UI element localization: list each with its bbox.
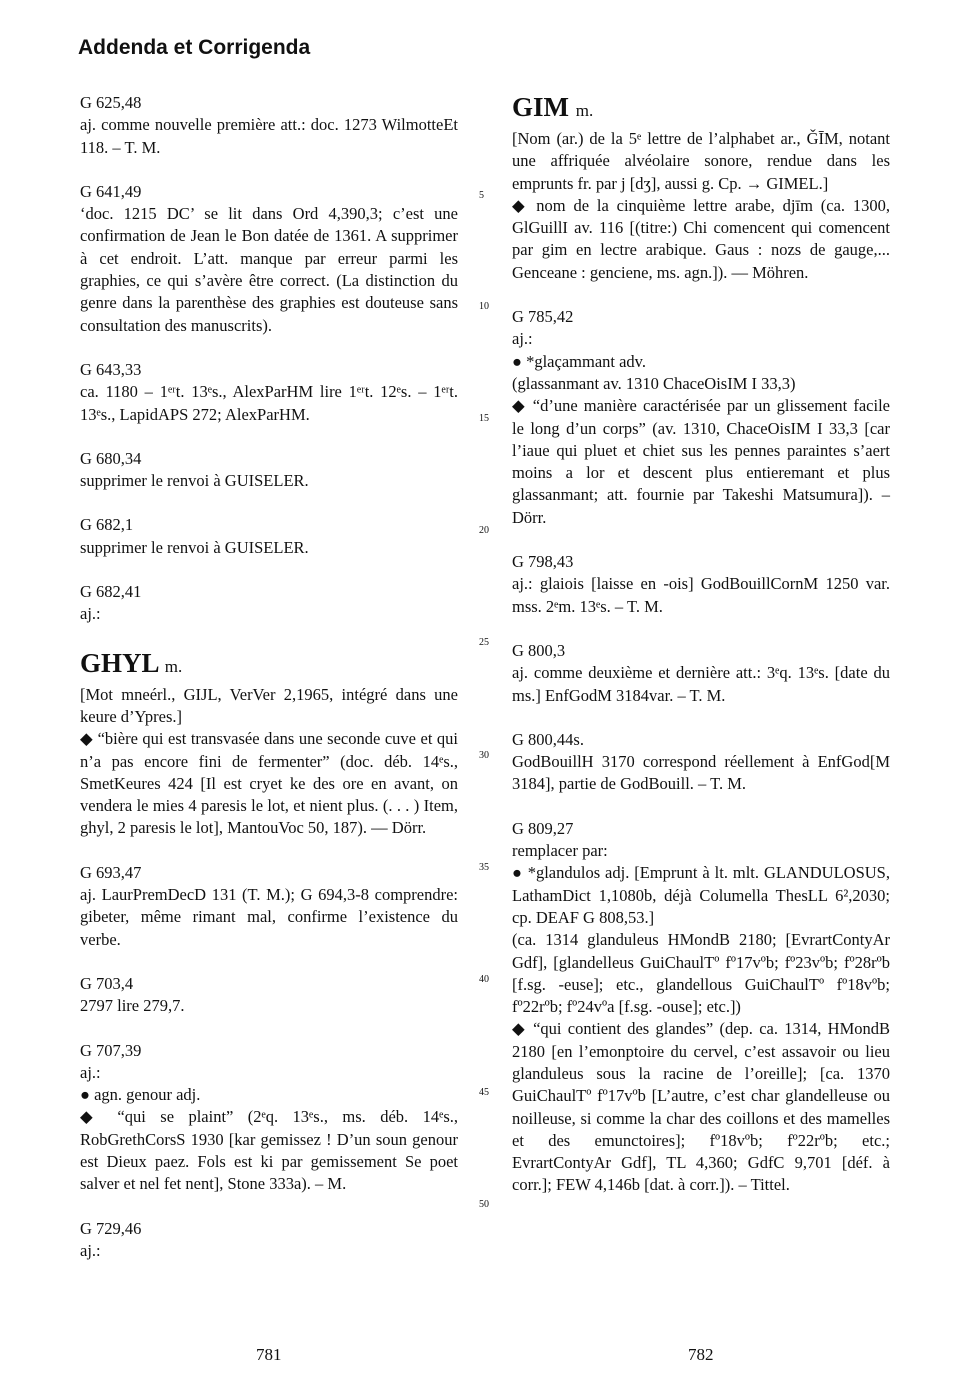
headword: GHYL — [80, 647, 159, 678]
entry-text: aj. LaurPremDecD 131 (T. M.); G 694,3-8 comprendre: gibeter, même rimant mal, confirme l’existence du verbe. — [80, 885, 458, 949]
correction-entry — [512, 551, 890, 618]
entry-text: GodBouillH 3170 correspond réellement à EnfGod[M 3184], partie de GodBouill. – T. M. — [512, 752, 890, 794]
entry-ref: G 641,49 — [80, 181, 142, 201]
sub-headword: ● *glandulos adj. [Emprunt à lt. mlt. GLANDULOSUS, LathamDict 1,1080b, déjà Columella ThesLL 6²,2030; cp. DEAF G 808,53.] — [512, 863, 890, 927]
correction-entry — [80, 862, 458, 951]
entry-ref: G 800,44s. — [512, 729, 584, 749]
entry-ref: G 707,39 — [80, 1040, 142, 1060]
entry-ref: G 682,41 — [80, 582, 142, 602]
entry-ref: G 682,1 — [80, 515, 134, 535]
entry-ref: G 680,34 — [80, 448, 142, 468]
entry-ref: G 643,33 — [80, 359, 142, 379]
entry-intro: remplacer par: — [512, 841, 608, 861]
correction-entry — [512, 640, 890, 707]
correction-entry — [80, 448, 458, 493]
right-column — [512, 92, 890, 1219]
sub-headword: ● agn. genour adj. — [80, 1085, 201, 1105]
gender-label: m. — [164, 656, 183, 676]
etymology: [Nom (ar.) de la 5ᵉ lettre de l’alphabet ar., ǦĪM, notant une affriquée alvéolaire sonore, rendue dans les emprunts fr. par j [dʒ], aussi g. Cp. → GIMEL.] — [512, 129, 890, 193]
correction-entry — [80, 92, 458, 159]
entry-text: ◆ “qui se plaint” (2ᵉq. 13ᵉs., ms. déb. 14ᵉs., RobGrethCorsS 1930 [kar gemissez ! D’un soun genour est Dieux paez. Fols est ki par gemissement Se poet salver et nel fet nent], Stone 333a). – M. — [80, 1107, 458, 1194]
entry-ref: G 800,3 — [512, 640, 566, 660]
entry-text: ‘doc. 1215 DC’ se lit dans Ord 4,390,3; c’est une confirmation de Jean le Bon datée de 1361. A supprimer à cet endroit. L’att. manque par erreur parmi les graphies, ce qui s’avère être correct. (La distinction du genre dans la parenthèse des graphies est douteuse sans consultation des manuscrits). — [80, 204, 458, 335]
correction-entry — [512, 729, 890, 796]
etymology: [Mot mneérl., GIJL, VerVer 2,1965, intégré dans une keure d’Ypres.] — [80, 684, 458, 726]
running-header: Addenda et Corrigenda — [78, 36, 311, 59]
entry-intro: aj.: — [80, 1062, 101, 1082]
entry-text: ca. 1180 – 1ᵉʳt. 13ᵉs., AlexParHM lire 1ᵉʳt. 12ᵉs. – 1ᵉʳt. 13ᵉs., LapidAPS 272; AlexParHM. — [80, 382, 458, 424]
entry-text: aj.: glaiois [laisse en -ois] GodBouillCornM 1250 var. mss. 2ᵉm. 13ᵉs. – T. M. — [512, 574, 890, 616]
form-list: (ca. 1314 glanduleus HMondB 2180; [EvrartContyAr Gdf], [glandelleus GuiChaulTº fº17vºb; fº23vºb; fº28rºb [f.sg. -euse]; etc., glandellous GuiChaulTº fº18vºb; fº22rºb; fº24vºa [f.sg. -ouse]; etc.]) — [512, 930, 890, 1017]
line-number: 20 — [479, 525, 489, 536]
entry-text: aj. comme deuxième et dernière att.: 3ᵉq. 13ᵉs. [date du ms.] EnfGodM 3184var. – T. M. — [512, 663, 890, 705]
entry-ref: G 785,42 — [512, 307, 574, 327]
correction-entry — [512, 818, 890, 1197]
definition: ◆ nom de la cinquième lettre arabe, djīm (ca. 1300, GlGuillI av. 116 [(titre:) Chi comencent qui comencent par gim en lectre arabique. Gaus : nozs de gauge,... Genceane : genciene, ms. agn.]). — Möhren. — [512, 195, 890, 282]
gender-label: m. — [575, 101, 594, 120]
entry-text: ◆ “d’une manière caractérisée par un glissement facile le long d’un corps” (av. 1310, ChaceOisIM I 33,3 [car l’iaue qui pluet et chiet sus les pennes paraintes s’aert moins a lor et descent plus entieremant et plus glassanmant; att. fournie par Takeshi Matsumura]). – Dörr. — [512, 396, 890, 527]
line-number: 25 — [479, 637, 489, 648]
entry-text: aj.: — [80, 1240, 101, 1260]
entry-ref: G 809,27 — [512, 818, 574, 838]
line-number: 10 — [479, 301, 489, 312]
page-number-right: 782 — [688, 1345, 714, 1364]
line-number: 45 — [479, 1087, 489, 1098]
correction-entry — [80, 973, 458, 1018]
line-number: 35 — [479, 862, 489, 873]
form-list: (glassanmant av. 1310 ChaceOisIM I 33,3) — [512, 373, 796, 393]
correction-entry — [80, 1218, 458, 1263]
entry-text: 2797 lire 279,7. — [80, 996, 185, 1016]
entry-intro: aj.: — [512, 329, 533, 349]
entry-text: supprimer le renvoi à GUISELER. — [80, 471, 309, 491]
correction-entry — [80, 581, 458, 626]
entry-text: aj.: — [80, 604, 101, 624]
correction-entry — [80, 514, 458, 559]
correction-entry — [80, 181, 458, 337]
definition: ◆ “bière qui est transvasée dans une seconde cuve et qui n’a pas encore fini de fermenter” (doc. déb. 14ᵉs., SmetKeures 424 [Il est cryet ke des ore en avant, on vendera le mies 4 paresis le lot, et nient plus. (. . . ) Item, ghyl, 2 paresis le lot], MantouVoc 50, 187). — Dörr. — [80, 729, 458, 838]
headword: GIM — [512, 92, 569, 122]
correction-entry — [80, 359, 458, 426]
line-number: 15 — [479, 413, 489, 424]
entry-ref: G 693,47 — [80, 862, 142, 882]
line-number: 5 — [479, 190, 484, 201]
entry-ref: G 625,48 — [80, 93, 142, 112]
correction-entry — [80, 1040, 458, 1196]
line-number: 40 — [479, 974, 489, 985]
entry-text: aj. comme nouvelle première att.: doc. 1273 WilmotteEt 118. – T. M. — [80, 115, 458, 157]
line-number: 30 — [479, 750, 489, 761]
entry-text: ◆ “qui contient des glandes” (dep. ca. 1314, HMondB 2180 [en l’emonptoire du cervel, c’est assavoir ou lieu glanduleus sous la racine de l’oreille]; [ca. 1370 GuiChaulTº fº17vºb [L’autre, c’est char glandelleuse ou noilleuse, si comme la char des coillons et des mamelles et des emunctoires]; fº18vºb; fº22rºb; etc.; EvrartContyAr Gdf], TL 4,360; GdfC 9,701 [déf. à corr.]; FEW 4,146b [dat. à corr.]). – Tittel. — [512, 1019, 890, 1195]
dictionary-article-gim — [512, 92, 890, 284]
entry-text: supprimer le renvoi à GUISELER. — [80, 537, 309, 557]
left-column — [80, 92, 458, 1284]
sub-headword: ● *glaçammant adv. — [512, 351, 646, 371]
dictionary-article-ghyl — [80, 648, 458, 840]
line-number: 50 — [479, 1199, 489, 1210]
entry-ref: G 798,43 — [512, 552, 574, 572]
correction-entry — [512, 306, 890, 529]
entry-ref: G 703,4 — [80, 973, 134, 993]
page-number-left: 781 — [256, 1345, 282, 1364]
entry-ref: G 729,46 — [80, 1218, 142, 1238]
